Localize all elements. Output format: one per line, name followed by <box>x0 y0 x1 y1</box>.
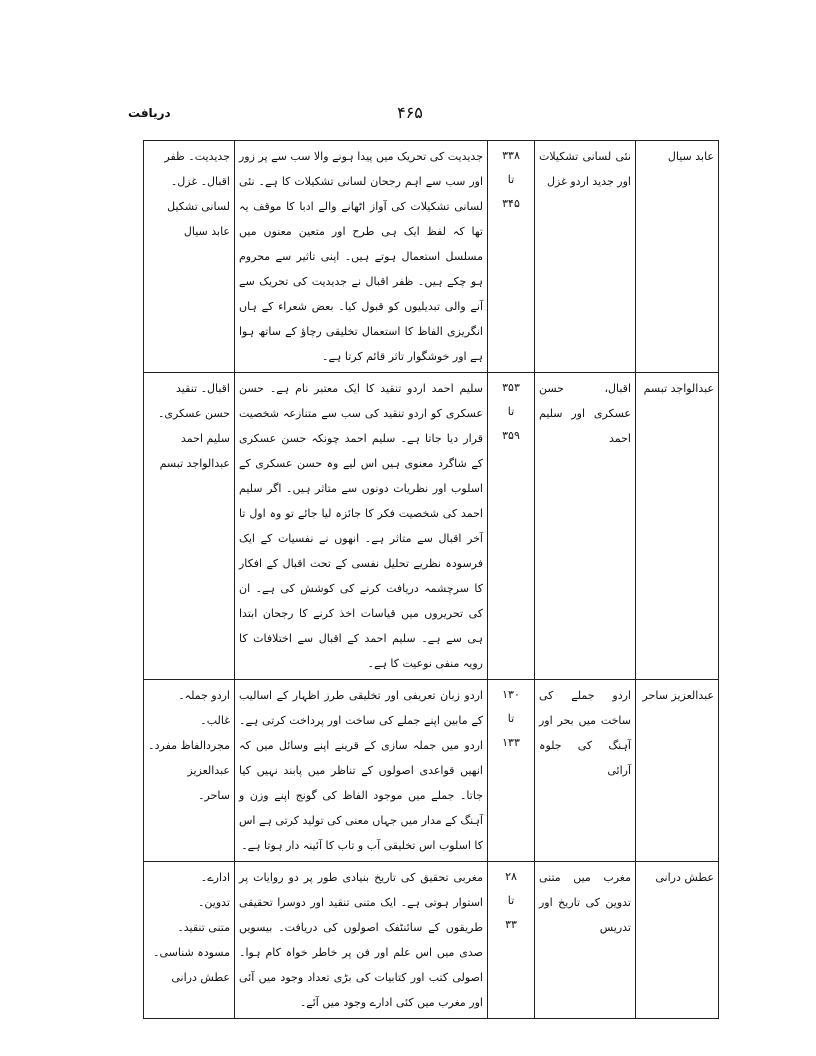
page-sep: تا <box>507 894 515 907</box>
summary-cell: سلیم احمد اردو تنقید کا ایک معتبر نام ہے۔ حسن عسکری کو اردو تنقید کی سب سے متنازعہ شخصیت قرار دیا جاتا ہے۔ سلیم احمد چونکہ حسن عسکری کے شاگرد معنوی ہیں اس لیے وہ حسن عسکری کے اسلوب اور نظریات دونوں سے متاثر ہیں۔ اگر سلیم احمد کی شخصیت فکر کا جائزہ لیا جائے تو وہ اول تا آخر اقبال سے متاثر ہے۔ انھوں نے نفسیات کے ایک فرسودہ نظریے تحلیل نفسی کے تحت اقبال کے افکار کا سرچشمہ دریافت کرنے کی کوشش کی ہے۔ ان کی تحریروں میں قیاسات اخذ کرنے کا رجحان ابتدا ہی سے ہے۔ سلیم احمد کے اقبال سے اختلافات کا رویہ منفی نوعیت کا ہے۔ <box>235 373 488 680</box>
page-sep: تا <box>507 405 515 418</box>
journal-name: دریافت <box>128 106 171 120</box>
keyword: جدیدیت۔ ظفر <box>164 150 230 163</box>
keyword: ادارے۔ <box>200 871 230 884</box>
title-cell: نئی لسانی تشکیلات اور جدید اردو غزل <box>535 141 636 373</box>
keyword: حسن عسکری۔ <box>157 407 230 420</box>
page-number: ۴۶۵ <box>397 103 423 122</box>
page-sep: تا <box>507 173 515 186</box>
keyword: متنی تنقید۔ <box>177 921 230 934</box>
keyword: تدوین۔ <box>197 896 230 909</box>
table-row <box>144 862 719 1019</box>
pages-cell <box>488 680 535 862</box>
keyword: عبدالواجد تبسم <box>159 457 230 470</box>
keywords-cell <box>144 680 235 862</box>
keyword: عابد سیال <box>183 225 230 238</box>
page-sep: تا <box>507 712 515 725</box>
keyword: لسانی تشکیل <box>167 200 230 213</box>
page-to: ۳۴۵ <box>502 197 520 210</box>
table-row <box>144 373 719 680</box>
table-row <box>144 680 719 862</box>
pages-cell <box>488 141 535 373</box>
author-cell: عبدالعزیز ساحر <box>636 680 719 862</box>
title-cell: مغرب میں متنی تدوین کی تاریخ اور تدریس <box>535 862 636 1019</box>
keyword: مجردالفاظ مفرد۔ <box>148 739 230 752</box>
keyword: عطش درانی <box>171 971 230 984</box>
page-from: ۲۸ <box>505 870 517 883</box>
page-to: ۳۵۹ <box>502 429 520 442</box>
keywords-cell <box>144 373 235 680</box>
keyword: غالب۔ <box>200 714 230 727</box>
keyword: مسودہ شناسی۔ <box>153 946 230 959</box>
summary-cell: مغربی تحقیق کی تاریخ بنیادی طور پر دو روایات پر استوار ہوتی ہے۔ ایک متنی تنقید اور دوسرا تحقیقی طریقوں کے سائنٹفک اصولوں کی دریافت۔ بیسویں صدی میں اس علم اور فن پر خاطر خواہ کام ہوا۔ اصولی کتب اور کتابیات کی بڑی تعداد وجود میں آئی اور مغرب میں کئی ادارے وجود میں آئے۔ <box>235 862 488 1019</box>
page-to: ۱۳۳ <box>502 736 520 749</box>
page-from: ۳۵۳ <box>502 381 520 394</box>
keyword: اقبال۔ غزل۔ <box>170 175 230 188</box>
author-cell: عطش درانی <box>636 862 719 1019</box>
page-to: ۳۳ <box>505 918 517 931</box>
title-cell: اردو جملے کی ساخت میں بحر اور آہنگ کی جلوہ آرائی <box>535 680 636 862</box>
author-cell: عبدالواجد تبسم <box>636 373 719 680</box>
summary-cell: اردو زبان تعریفی اور تخلیقی طرز اظہار کے اسالیب کے مابین اپنے جملے کی ساخت اور پرداخت کرتی ہے۔ اردو میں جملہ سازی کے قرینے اپنے وسائل میں کہ انھیں قواعدی اصولوں کے تناظر میں پابند نہیں کیا جاتا۔ جملے میں موجود الفاظ کی گونج اپنے وزن و آہنگ کے مدار میں جہاں معنی کی تولید کرتی ہے اس کا اسلوب اس تخلیقی آب و تاب کا آئینہ دار ہوتا ہے۔ <box>235 680 488 862</box>
author-cell: عابد سیال <box>636 141 719 373</box>
page-from: ۳۳۸ <box>502 149 520 162</box>
keywords-cell <box>144 141 235 373</box>
keywords-cell <box>144 862 235 1019</box>
keyword: سلیم احمد <box>181 432 230 445</box>
title-cell: اقبال، حسن عسکری اور سلیم احمد <box>535 373 636 680</box>
keyword: اقبال۔ تنقید <box>176 382 230 395</box>
table-row <box>144 141 719 373</box>
article-index-table <box>143 140 719 1019</box>
pages-cell <box>488 862 535 1019</box>
summary-cell: جدیدیت کی تحریک میں پیدا ہونے والا سب سے پر زور اور سب سے اہم رجحان لسانی تشکیلات کا ہے۔ نئی لسانی تشکیلات کی آواز اٹھانے والے ادبا کا موقف یہ تھا کہ لفظ ایک ہی طرح اور متعین معنوں میں مسلسل استعمال ہوتے ہیں۔ اپنی تاثیر سے محروم ہو چکے ہیں۔ ظفر اقبال نے جدیدیت کی تحریک سے آنے والی تبدیلیوں کو قبول کیا۔ بعض شعراء کے ہاں انگریزی الفاظ کا استعمال تخلیقی رچاؤ کے ساتھ ہوا ہے اور خوشگوار تاثر قائم کرتا ہے۔ <box>235 141 488 373</box>
page-from: ۱۳۰ <box>502 688 520 701</box>
keyword: اردو جملہ۔ <box>178 689 230 702</box>
keyword: عبدالعزیز <box>187 764 230 777</box>
pages-cell <box>488 373 535 680</box>
keyword: ساحر۔ <box>198 789 230 802</box>
